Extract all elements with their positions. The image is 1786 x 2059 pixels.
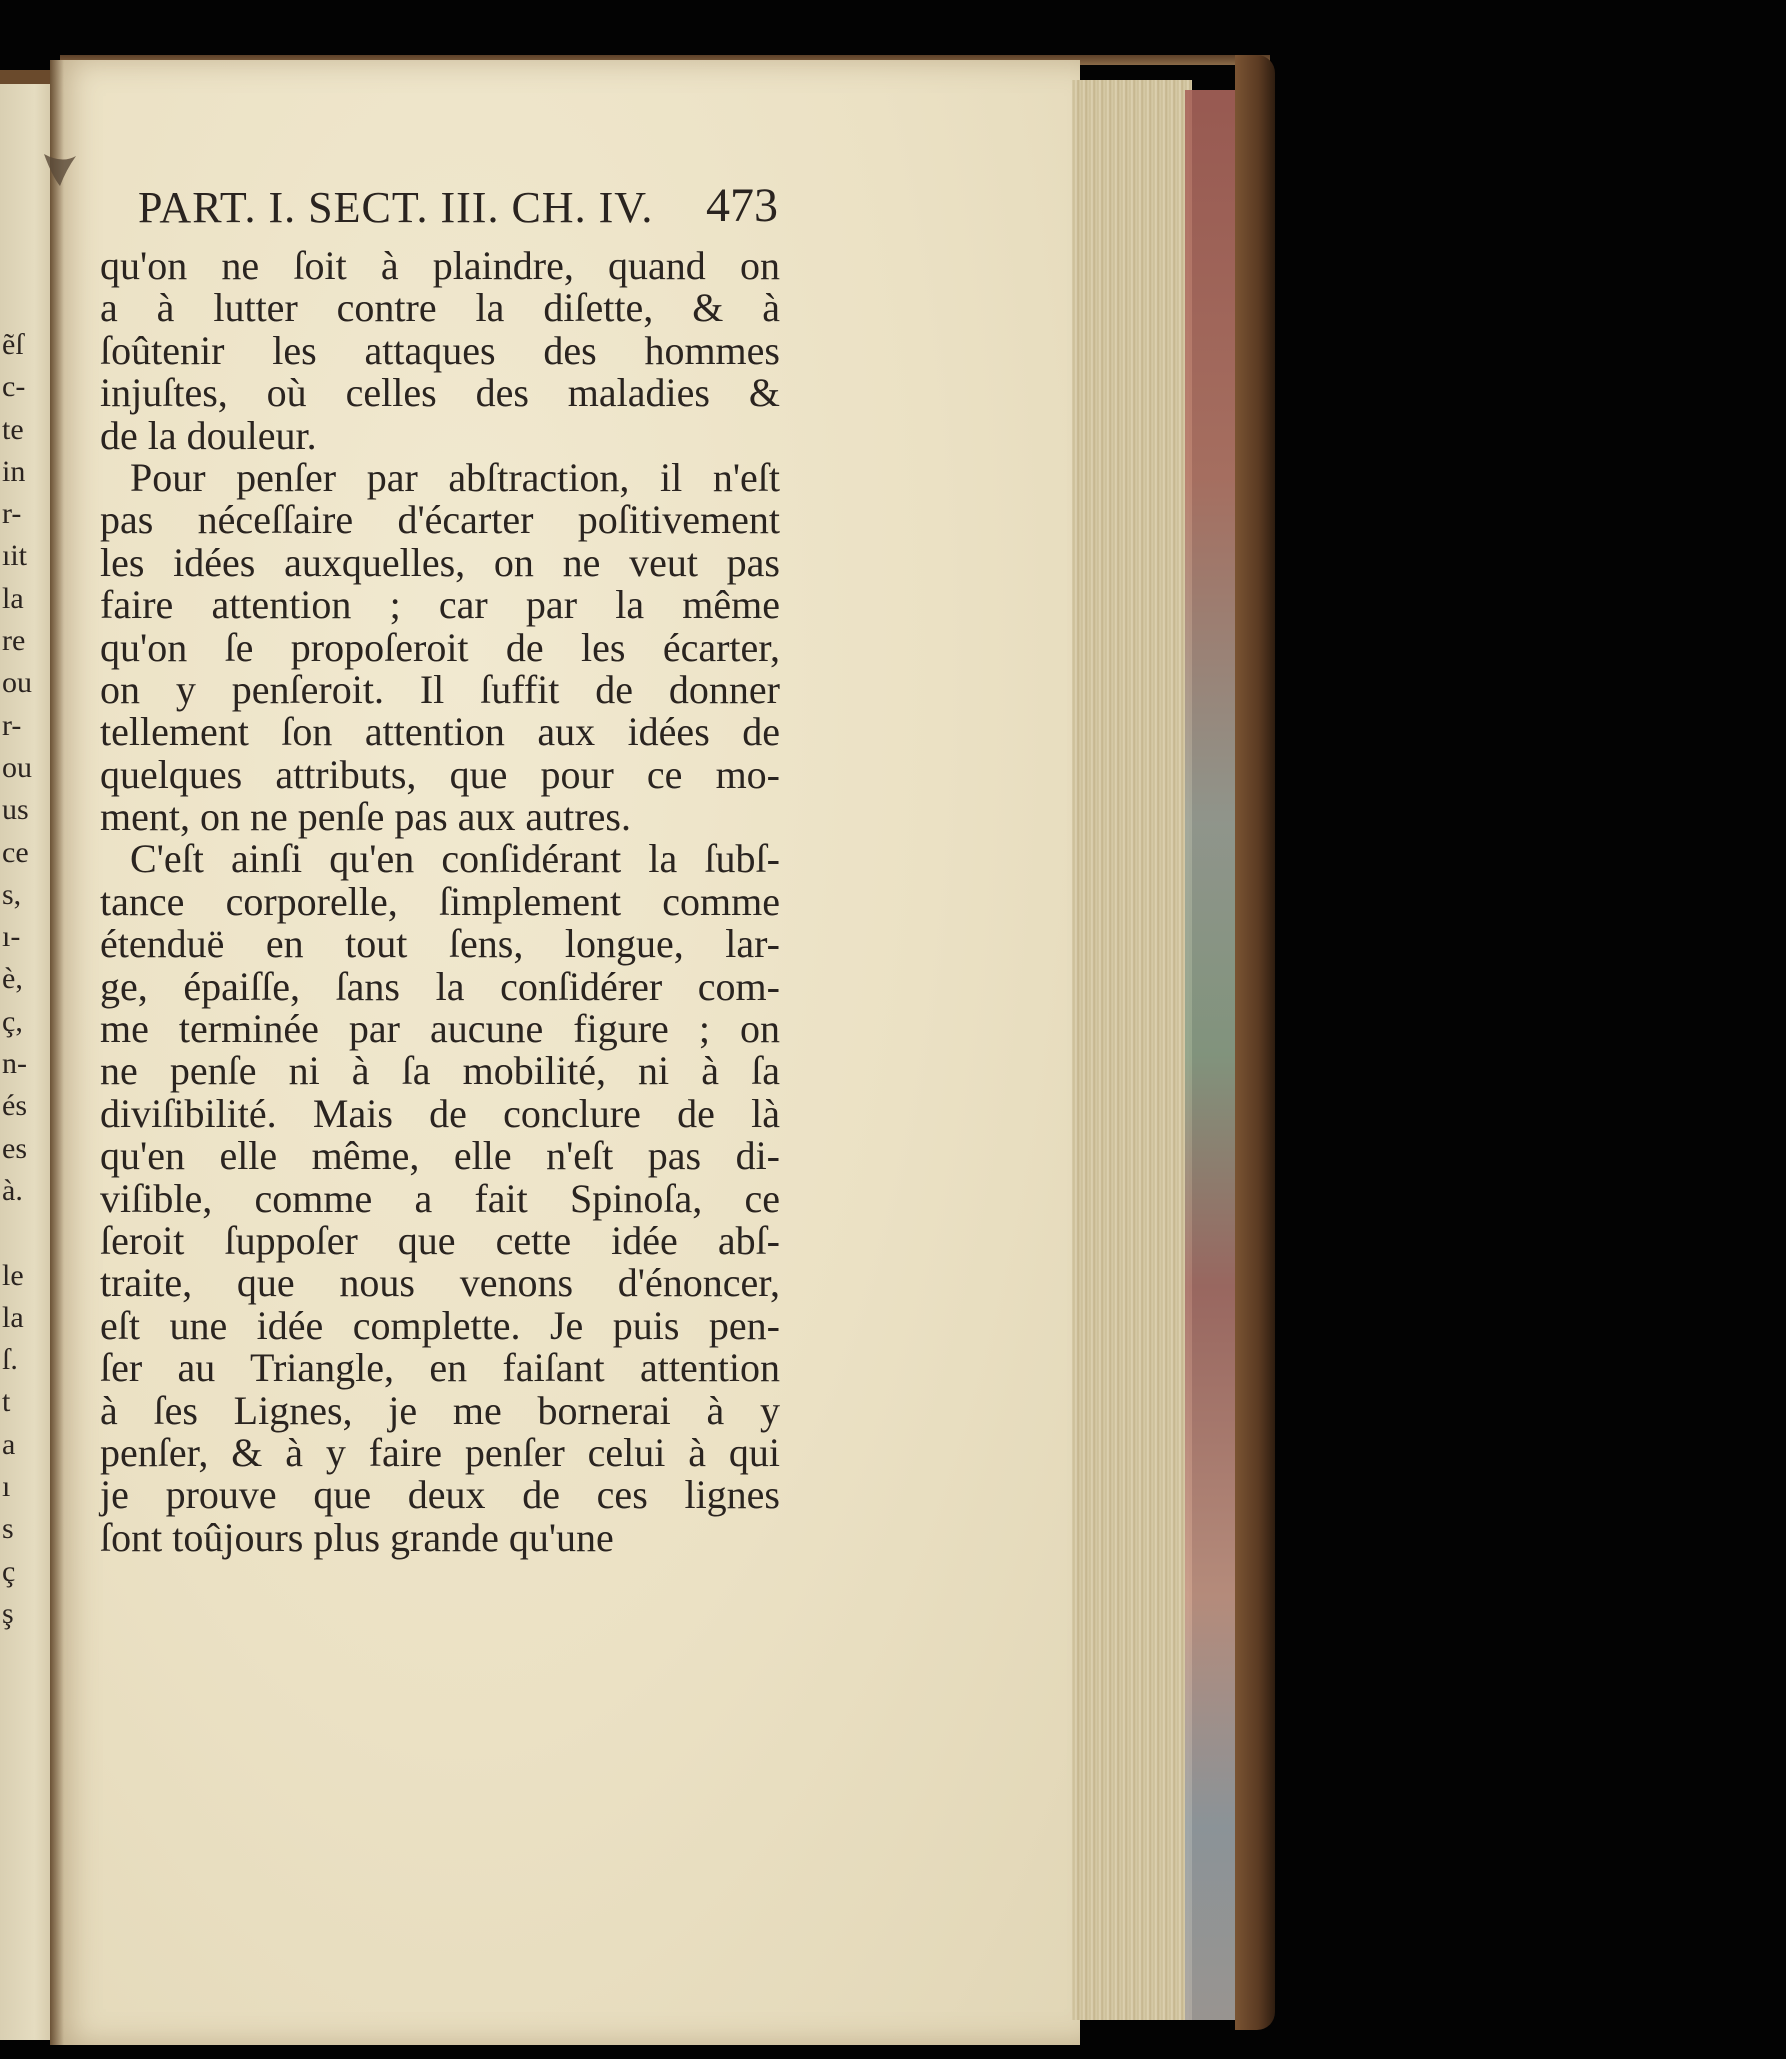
- left-page-fragment: r-: [2, 708, 22, 742]
- gutter-shadow: [50, 60, 64, 2045]
- text-line: tellement ſon attention aux idées de: [100, 709, 780, 755]
- left-page-fragment: à.: [2, 1173, 23, 1207]
- left-page-fragment: ẽſ: [2, 328, 24, 361]
- text-line: ſont toûjours plus grande qu'une: [100, 1514, 614, 1560]
- text-line: qu'on ſe propoſeroit de les écarter,: [100, 624, 780, 670]
- left-page-fragment: a: [2, 1427, 16, 1461]
- text-line: à ſes Lignes, je me bornerai à y: [100, 1387, 780, 1433]
- left-page-fragment: ı-: [2, 920, 21, 954]
- text-line: injuſtes, où celles des maladies &: [100, 370, 780, 416]
- running-header: [138, 178, 778, 240]
- text-line: diviſibilité. Mais de conclure de là: [100, 1090, 780, 1136]
- bookmark-notch-icon: [40, 150, 80, 190]
- fore-edge-leaves: [1072, 80, 1192, 2020]
- left-page-fragment: re: [2, 624, 26, 658]
- text-line: ſer au Triangle, en faiſant attention: [100, 1345, 780, 1391]
- left-page-fragment: us: [2, 793, 29, 827]
- left-page-fragment: t: [2, 1385, 11, 1419]
- text-line: traite, que nous venons d'énoncer,: [100, 1260, 780, 1306]
- text-line: étenduë en tout ſens, longue, lar-: [100, 921, 780, 967]
- left-page-fragment: ſ.: [2, 1343, 18, 1377]
- left-page-fragment: ç,: [2, 1004, 23, 1038]
- left-page-fragment: és: [2, 1089, 27, 1123]
- text-line: qu'on ne ſoit à plaindre, quand on: [100, 243, 780, 288]
- text-line: ſoûtenir les attaques des hommes: [100, 327, 780, 373]
- left-page-fragment: s,: [2, 877, 22, 911]
- left-page-fragment: s: [2, 1512, 14, 1546]
- left-page-text-fragments: [0, 324, 50, 1635]
- left-page-fragment: n-: [2, 1047, 27, 1081]
- left-page-fragment: in: [2, 454, 26, 488]
- text-line: C'eſt ainſi qu'en conſidérant la ſubſ-: [130, 836, 780, 882]
- body-text: [100, 245, 780, 1559]
- text-line: je prouve que deux de ces lignes: [100, 1472, 780, 1518]
- text-line: qu'en elle même, elle n'eſt pas di-: [100, 1133, 780, 1179]
- left-page-fragment: [0, 1212, 50, 1254]
- text-line: tance corporelle, ſimplement comme: [100, 878, 780, 924]
- left-page-fragment: ıit: [2, 539, 28, 573]
- left-page-fragment: la: [2, 581, 24, 615]
- left-page-fragment: c-: [2, 370, 26, 404]
- left-page-fragment: te: [2, 412, 24, 446]
- book-cover: [1235, 55, 1275, 2030]
- left-page-fragment: es: [2, 1131, 27, 1165]
- text-line: les idées auxquelles, on ne veut pas: [100, 539, 780, 585]
- text-line: ne penſe ni à ſa mobilité, ni à ſa: [100, 1048, 780, 1094]
- text-line: faire attention ; car par la même: [100, 582, 780, 628]
- left-page-fragment: r-: [2, 497, 22, 531]
- left-page-fragment: ş: [2, 1596, 14, 1630]
- text-line: penſer, & à y faire penſer celui à qui: [100, 1429, 780, 1475]
- text-line: ſeroit ſuppoſer que cette idée abſ-: [100, 1217, 780, 1263]
- left-page-fragment: ç: [2, 1554, 16, 1588]
- left-page-fragment: le: [2, 1258, 24, 1292]
- text-line: de la douleur.: [100, 412, 317, 458]
- page-number: 473: [706, 179, 778, 232]
- text-line: on y penſeroit. Il ſuffit de donner: [100, 666, 780, 712]
- left-page-fragment: ou: [2, 666, 32, 700]
- text-line: viſible, comme a fait Spinoſa, ce: [100, 1175, 780, 1221]
- text-line: ge, épaiſſe, ſans la conſidérer com-: [100, 963, 780, 1009]
- text-line: quelques attributs, que pour ce mo-: [100, 751, 780, 797]
- running-head: PART. I. SECT. III. CH. IV.: [138, 183, 654, 232]
- text-line: Pour penſer par abſtraction, il n'eſt: [130, 454, 780, 500]
- left-page-fragment: ı: [2, 1470, 11, 1504]
- left-page-fragment: la: [2, 1300, 24, 1334]
- text-line: a à lutter contre la diſette, & à: [100, 285, 780, 331]
- text-line: ment, on ne penſe pas aux autres.: [100, 794, 631, 840]
- text-line: eſt une idée complette. Je puis pen-: [100, 1302, 780, 1348]
- text-line: me terminée par aucune figure ; on: [100, 1006, 780, 1052]
- left-page-fragment: ou: [2, 750, 32, 784]
- left-page-fragment: ce: [2, 835, 29, 869]
- text-line: pas néceſſaire d'écarter poſitivement: [100, 497, 780, 543]
- left-page-fragment: ѐ,: [2, 962, 23, 996]
